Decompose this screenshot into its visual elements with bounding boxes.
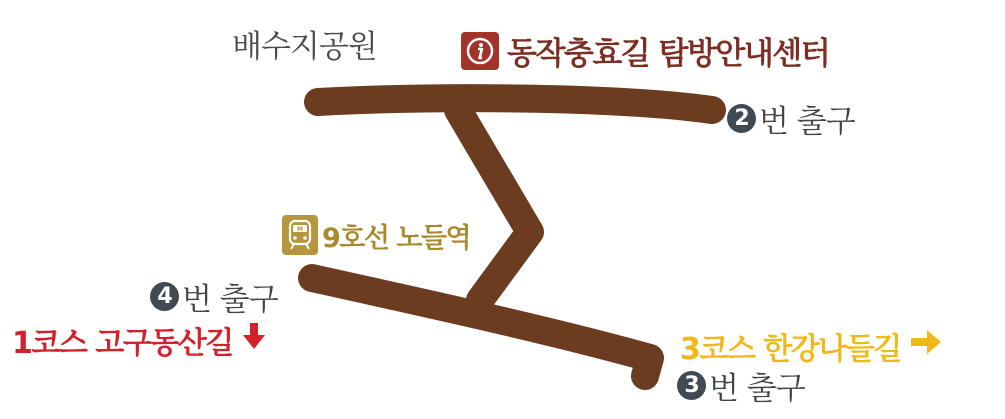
park-label: 배수지공원 bbox=[232, 29, 377, 65]
road-top bbox=[318, 98, 712, 110]
exit-number-badge: 2 bbox=[727, 104, 756, 133]
course-3-label: 3코스 한강나들길 bbox=[680, 332, 901, 367]
station-marker[interactable] bbox=[282, 215, 470, 255]
info-center-marker[interactable] bbox=[461, 28, 829, 73]
info-center-label: 동작충효길 탐방안내센터 bbox=[507, 36, 830, 72]
course-3-direction[interactable] bbox=[680, 324, 943, 368]
svg-text:M: M bbox=[297, 226, 303, 233]
exit-label: 번 출구 bbox=[182, 282, 278, 318]
info-icon bbox=[461, 32, 499, 70]
exit-number-badge: 4 bbox=[150, 282, 179, 311]
road-connector bbox=[458, 110, 530, 300]
exit-number-badge: 3 bbox=[677, 371, 706, 400]
course-1-label: 1코스 고구동산길 bbox=[12, 326, 233, 361]
exit-3-marker[interactable] bbox=[677, 363, 805, 408]
exit-label: 번 출구 bbox=[709, 371, 805, 407]
exit-4-marker[interactable] bbox=[150, 274, 278, 319]
arrow-right-icon bbox=[909, 328, 943, 364]
exit-label: 번 출구 bbox=[759, 104, 855, 140]
exit-2-marker[interactable] bbox=[727, 96, 855, 141]
metro-train-icon bbox=[282, 215, 318, 255]
station-label: 9호선 노들역 bbox=[322, 222, 471, 254]
course-1-direction[interactable] bbox=[12, 318, 267, 362]
arrow-down-icon bbox=[241, 321, 267, 359]
